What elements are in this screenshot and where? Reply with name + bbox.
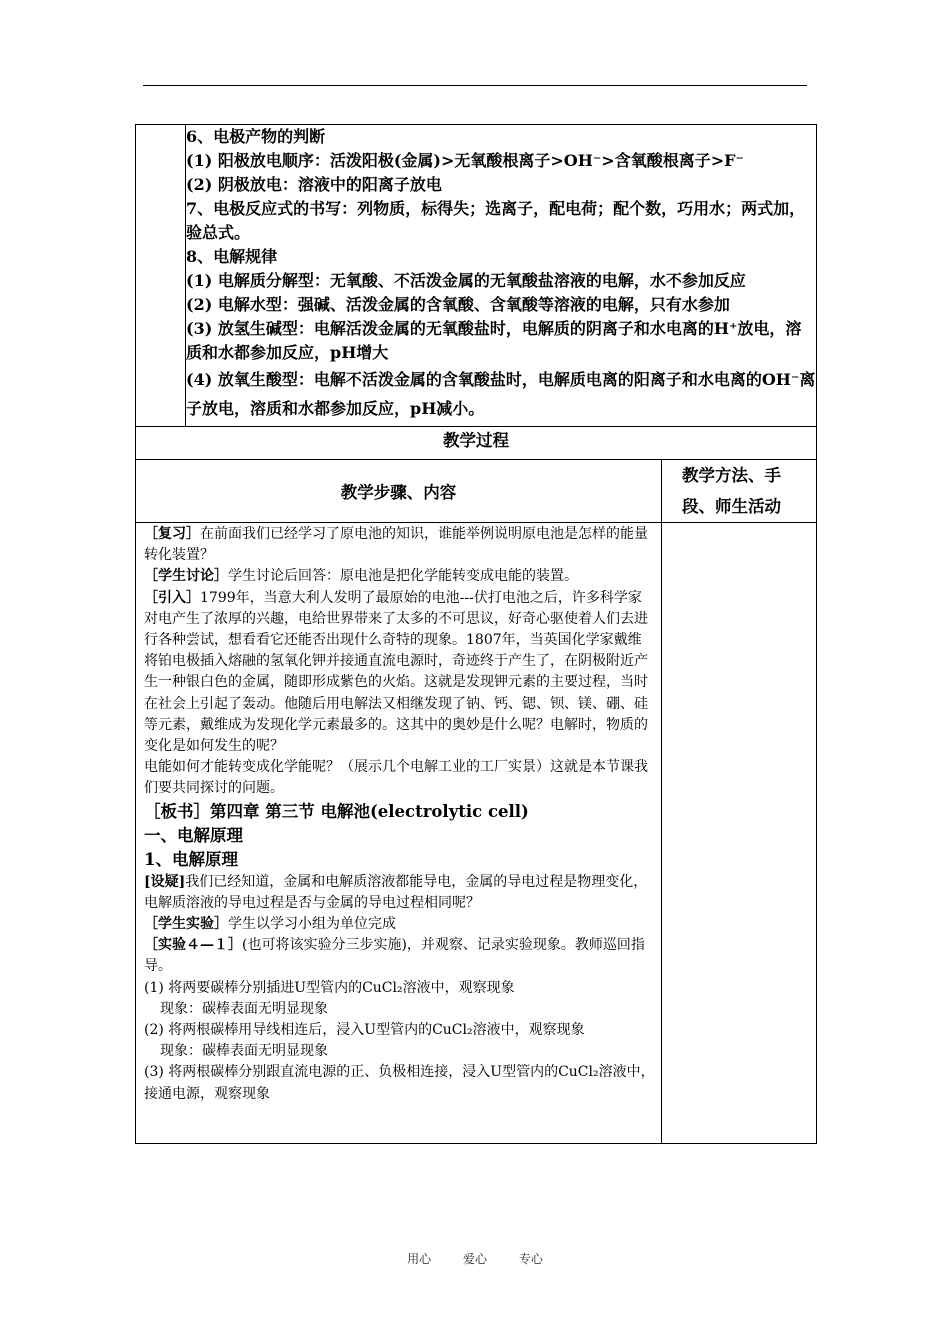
- review-tag: ［复习］: [144, 526, 200, 542]
- s8-title: 8、电解规律: [186, 247, 278, 266]
- discuss-tag: ［学生讨论］: [144, 568, 228, 585]
- step-3: (3) 将两根碳棒分别跟直流电源的正、负极相连接，浸入U型管内的CuCl₂溶液中，接通电源，观察现象: [144, 1064, 655, 1102]
- exp-tag: ［学生实验］: [144, 916, 228, 933]
- content-cell: [136, 523, 662, 1144]
- step-1: (1) 将两要碳棒分别插进U型管内的CuCl₂溶液中，观察现象: [144, 979, 515, 996]
- exp41-tag: ［实验４—１］: [144, 937, 242, 954]
- exp-paragraph: [144, 914, 655, 935]
- footer-word-1: 用心: [407, 1252, 432, 1266]
- intro-paragraph-2: 电能如何才能转变成化学能呢？（展示几个电解工业的工厂实景）这就是本节课我们要共同探讨的问题。: [144, 759, 648, 797]
- exp-text: 学生以学习小组为单位完成: [228, 916, 396, 933]
- s7-text: 7、电极反应式的书写：列物质，标得失；选离子，配电荷；配个数，巧用水；两式加，验总式。: [186, 199, 806, 242]
- discuss-paragraph: [144, 566, 655, 587]
- step-2-observation: 现象：碳棒表面无明显现象: [160, 1043, 328, 1060]
- page-footer: [0, 1250, 950, 1267]
- intro-tag: ［引入］: [144, 589, 200, 606]
- summary-row: [136, 125, 817, 427]
- question-text: 我们已经知道，金属和电解质溶液都能导电，金属的导电过程是物理变化，电解质溶液的导电过程是否与金属的导电过程相同呢？: [144, 873, 648, 911]
- s6-item-2: (2) 阴极放电：溶液中的阳离子放电: [186, 175, 442, 194]
- exp41-paragraph: [144, 935, 655, 977]
- intro-text: 1799年，当意大利人发明了最原始的电池---伏打电池之后，许多科学家对电产生了浓厚的兴趣，电给世界带来了太多的不可思议，好奇心驱使着人们去进行各种尝试，想看看它还能否出现什么奇特的现象。1807年，当英国化学家戴维将铂电极插入熔融的氢氧化钾并接通直流电源时，奇迹终于产生了，在阴极附近产生一种银白色的金属，随即形成紫色的火焰。这就是发现钾元素的主要过程，当时在社会上引起了轰动。他随后用电解法又相继发现了钠、钙、锶、钡、镁、硼、硅等元素，戴维成为发现化学元素最多的。这其中的奥妙是什么呢？电解时，物质的变化是如何发生的呢？: [144, 589, 648, 755]
- board-line: ［板书］第四章 第三节 电解池(electrolytic cell): [144, 801, 529, 821]
- question-tag: [设疑]: [144, 873, 186, 890]
- question-paragraph: [144, 872, 655, 914]
- s8-item-2: (2) 电解水型：强碱、活泼金属的含氧酸、含氧酸等溶液的电解，只有水参加: [186, 295, 730, 314]
- process-title-row: [136, 427, 817, 460]
- s6-title: 6、电极产物的判断: [186, 127, 326, 146]
- s8-item-3: (3) 放氢生碱型：电解活泼金属的无氧酸盐时，电解质的阴离子和水电离的H⁺放电，溶质和水都参加反应，pH增大: [186, 319, 802, 362]
- step-2: (2) 将两根碳棒用导线相连后，浸入U型管内的CuCl₂溶液中，观察现象: [144, 1022, 585, 1039]
- col-header-steps: 教学步骤、内容: [136, 460, 662, 523]
- footer-word-3: 专心: [518, 1252, 543, 1266]
- exp41-text: (也可将该实验分三步实施)，并观察、记录实验现象。教师巡回指导。: [144, 937, 645, 975]
- intro-paragraph: [144, 588, 655, 758]
- process-title: 教学过程: [136, 427, 817, 460]
- discuss-text: 学生讨论后回答：原电池是把化学能转变成电能的装置。: [228, 568, 578, 585]
- summary-cell: [186, 125, 817, 427]
- methods-cell: [662, 523, 817, 1144]
- s8-item-1: (1) 电解质分解型：无氧酸、不活泼金属的无氧酸盐溶液的电解，水不参加反应: [186, 271, 746, 290]
- footer-word-2: 爱心: [462, 1252, 487, 1266]
- lesson-table: [135, 124, 817, 1144]
- header-rule: [143, 85, 807, 86]
- heading-1: 一、电解原理: [144, 825, 243, 845]
- process-header-row: [136, 460, 817, 523]
- s6-item-1: (1) 阳极放电顺序：活泼阳极(金属)>无氧酸根离子>OH⁻>含氧酸根离子>F⁻: [186, 151, 744, 170]
- s8-item-4: (4) 放氧生酸型：电解不活泼金属的含氧酸盐时，电解质电离的阳离子和水电离的OH⁻离子放电，溶质和水都参加反应，pH减小。: [186, 370, 816, 418]
- summary-label-cell: [136, 125, 186, 427]
- step-1-observation: 现象：碳棒表面无明显现象: [160, 1000, 328, 1017]
- review-paragraph: [144, 524, 655, 566]
- col-header-methods: 教学方法、手段、师生活动: [662, 460, 817, 523]
- content-row: [136, 523, 817, 1144]
- heading-2: 1、电解原理: [144, 849, 238, 869]
- review-text: 在前面我们已经学习了原电池的知识，谁能举例说明原电池是怎样的能量转化装置？: [144, 526, 648, 564]
